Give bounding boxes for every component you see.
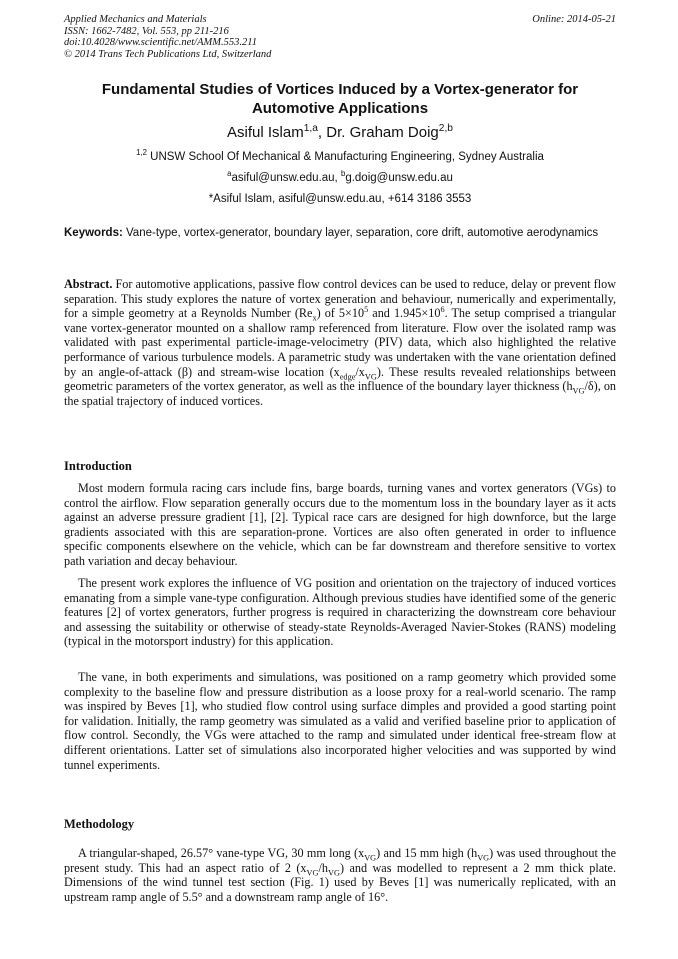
- affiliation-text: UNSW School Of Mechanical & Manufacturing Engineering, Sydney Australia: [146, 151, 544, 163]
- author-2-name: Dr. Graham Doig: [326, 124, 439, 141]
- online-date: Online: 2014-05-21: [532, 14, 616, 25]
- abstract-label: Abstract.: [64, 277, 113, 291]
- methodology-text: ) and was modelled to represent a 2 mm thick plate. Dimensions of the wind tunnel test section (Fig. 1) used by Beves [1] was numerically replicated, with an upstream ramp angle of 5.5° and a downstream ramp angle of 16°.: [64, 860, 616, 904]
- abstract-text: /x: [355, 364, 365, 379]
- author-2-superscript: 2,b: [438, 123, 453, 134]
- paper-title-line-2: Automotive Applications: [251, 100, 429, 117]
- journal-issn: ISSN: 1662-7482, Vol. 553, pp 211-216: [64, 25, 229, 37]
- affiliation: [64, 150, 616, 164]
- author-emails: [64, 171, 616, 185]
- abstract-text: /δ), on the spatial trajectory of induced vortices.: [64, 379, 617, 408]
- methodology-subscript: VG: [364, 853, 377, 863]
- introduction-paragraph-3: The vane, in both experiments and simulations, was positioned on a ramp geometry which provided some complexity to the baseline flow and pressure distribution as a loose proxy for a real-world scenario. The ramp was inspired by Beves [1], who studied flow control using surface dimples and provided a good starting point for validation. Initially, the ramp geometry was simulated as a valid and verified baseline prior to application of flow control. Secondly, the VGs were attached to the ramp and simulated under identical free-stream flow at different orientations. Latter set of simulations also incorporated higher velocities and was supported by wind tunnel experiments.: [64, 670, 616, 772]
- abstract-superscript: 5: [364, 305, 369, 315]
- abstract-superscript: 6: [440, 305, 445, 315]
- author-1-name: Asiful Islam: [227, 124, 304, 141]
- paper-title-line-1: Fundamental Studies of Vortices Induced by a Vortex-generator for: [101, 81, 579, 98]
- abstract-subscript: VG: [364, 372, 377, 381]
- affiliation-superscript: 1,2: [136, 148, 147, 158]
- methodology-text: ) was used throughout the present study. This had an aspect ratio of 2 (x: [64, 846, 617, 875]
- keywords: [64, 226, 616, 240]
- journal-name: Applied Mechanics and Materials: [64, 14, 207, 25]
- email-a-superscript: a: [227, 169, 232, 179]
- email-a: asiful@unsw.edu.au,: [231, 172, 341, 184]
- abstract-text: ). These results revealed relationships between geometric parameters of the vortex generator, as well as the influence of the boundary layer thickness (h: [64, 364, 617, 394]
- introduction-paragraph-2: The present work explores the influence of VG position and orientation on the trajectory of induced vortices emanating from a simple vane-type configuration. Although previous studies have identified some of the generic features [2] of vortex generators, further progress is required in characterizing the downstream core behaviour and assessing the suitability or otherwise of steady-state Reynolds-Averaged Navier-Stokes (RANS) modeling (typical in the motorsport industry) for this application.: [64, 576, 616, 649]
- abstract-subscript: edge: [339, 372, 356, 381]
- methodology-text: ) and 15 mm high (h: [376, 846, 478, 860]
- methodology-subscript: VG: [306, 868, 319, 878]
- methodology-text: /h: [318, 860, 328, 875]
- methodology-text: A triangular-shaped, 26.57° vane-type VG, 30 mm long (x: [78, 846, 365, 860]
- author-separator: ,: [317, 124, 327, 141]
- keywords-text: Vane-type, vortex-generator, boundary layer, separation, core drift, automotive aerodynamics: [122, 227, 599, 239]
- abstract-subscript: VG: [572, 386, 585, 396]
- methodology-paragraph: [64, 846, 616, 904]
- methodology-heading: Methodology: [64, 817, 135, 831]
- methodology-subscript: VG: [477, 853, 490, 863]
- abstract-text: For automotive applications, passive flow control devices can be used to reduce, delay or prevent flow separation. This study explores the nature of vortex generation and behaviour, numerically and experimentally, for a simple geometry at a Reynolds Number (Re: [64, 277, 616, 321]
- abstract-subscript: x: [312, 313, 317, 323]
- keywords-label: Keywords:: [64, 227, 123, 239]
- email-b: g.doig@unsw.edu.au: [345, 172, 453, 184]
- author-list: [64, 124, 616, 142]
- abstract: [64, 277, 616, 408]
- author-1-superscript: 1,a: [303, 123, 318, 134]
- introduction-heading: Introduction: [64, 459, 132, 473]
- journal-doi: doi:10.4028/www.scientific.net/AMM.553.211: [64, 37, 257, 48]
- paper-title: [64, 80, 616, 118]
- abstract-text: and 1.945×10: [368, 306, 441, 321]
- corresponding-author: *Asiful Islam, asiful@unsw.edu.au, +614 3186 3553: [208, 193, 472, 205]
- introduction-paragraph-1: Most modern formula racing cars include fins, barge boards, turning vanes and vortex generators (VGs) to control the airflow. Flow separation generally occurs due to the momentum loss in the boundary layer as it acts against an adverse pressure gradient [1], [2]. Typical race cars are designed for high downforce, but the large gradients associated with this are separation-prone. Vortices are also often generated in order to influence specific components elsewhere on the vehicle, which can be far downstream and therefore sensitive to vortex path variation and decay behaviour.: [64, 481, 616, 568]
- journal-header: [64, 14, 616, 60]
- email-b-superscript: b: [340, 169, 346, 179]
- methodology-subscript: VG: [327, 868, 340, 878]
- abstract-text: ) of 5×10: [316, 306, 365, 321]
- abstract-text: . The setup comprised a triangular vane vortex-generator mounted on a shallow ramp referenced from literature. Flow over the isolated ramp was validated with past experimental particle-image-velocimetry (PIV) data, which also highlighted the relative performance of various turbulence models. A parametric study was undertaken with the vane orientation defined by an angle-of-attack (β) and stream-wise location (x: [64, 306, 616, 379]
- journal-copyright: © 2014 Trans Tech Publications Ltd, Switzerland: [64, 48, 272, 60]
